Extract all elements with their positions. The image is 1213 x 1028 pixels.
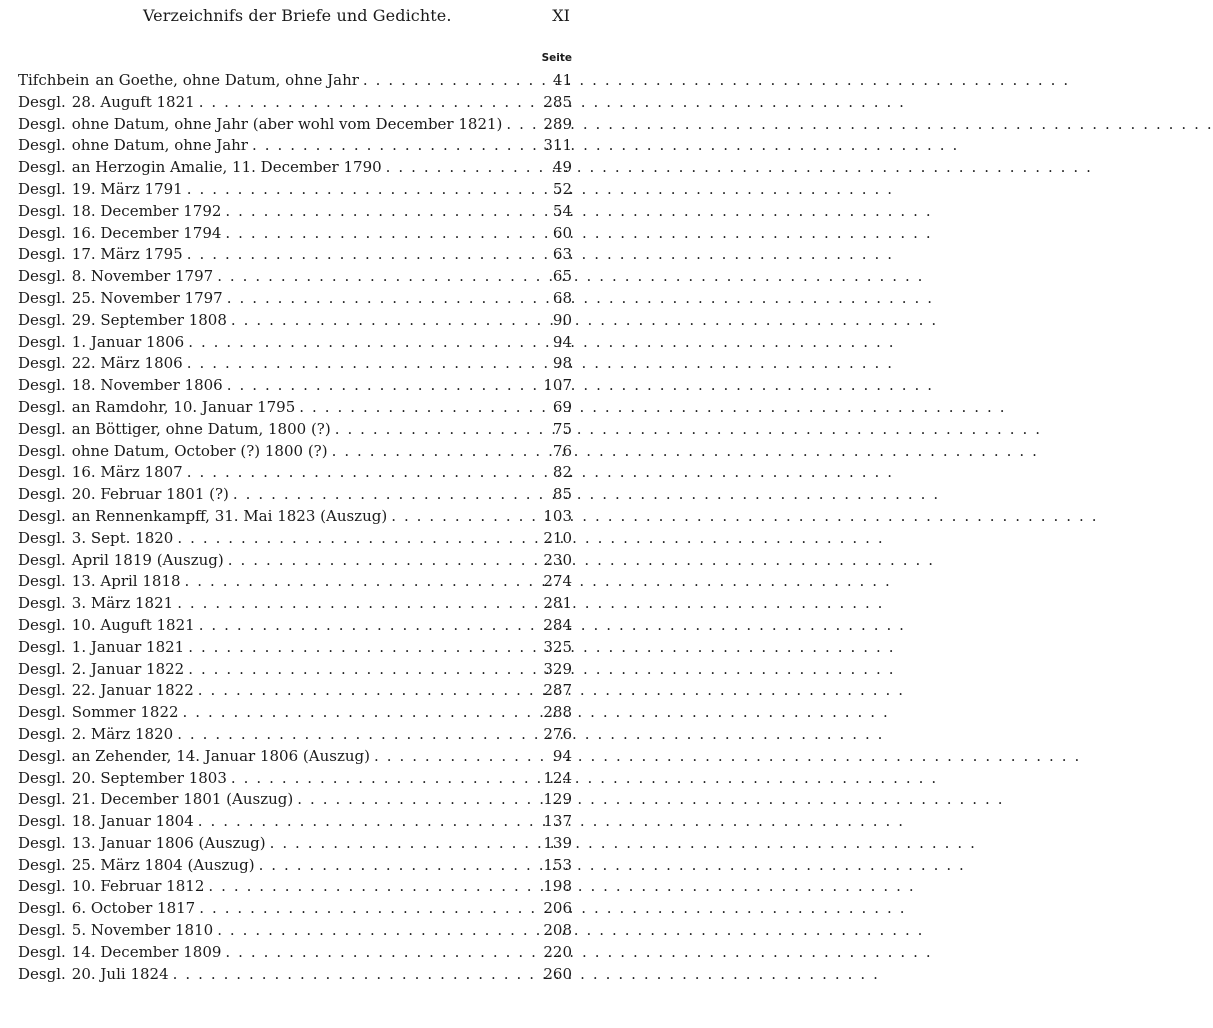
entry-correspondent: Desgl. bbox=[18, 681, 66, 700]
entry-page-number: 284 bbox=[543, 615, 572, 634]
entry-description: 1. Januar 1806 bbox=[71, 332, 185, 351]
index-entry bbox=[18, 419, 572, 441]
entry-correspondent: Desgl. bbox=[18, 855, 66, 874]
entry-page-number: 41 bbox=[552, 71, 572, 89]
dot-leader bbox=[183, 702, 538, 724]
entry-correspondent: Desgl. bbox=[18, 528, 66, 547]
dot-leader bbox=[506, 114, 538, 136]
index-entry bbox=[18, 659, 572, 681]
index-entry bbox=[18, 920, 572, 942]
entry-correspondent: Desgl. bbox=[18, 703, 66, 722]
index-entry bbox=[18, 964, 572, 986]
dot-leader bbox=[177, 724, 538, 746]
page-title: Verzeichnifs der Briefe und Gedichte. bbox=[143, 6, 452, 25]
dot-leader bbox=[217, 920, 538, 942]
entry-description: 25. März 1804 (Auszug) bbox=[71, 855, 255, 874]
entry-page-number: 76 bbox=[552, 441, 572, 460]
entry-description: 18. November 1806 bbox=[71, 376, 223, 395]
dot-leader bbox=[270, 833, 538, 855]
entry-description: an Ramdohr, 10. Januar 1795 bbox=[71, 397, 296, 416]
index-entry bbox=[18, 441, 572, 463]
dot-leader bbox=[227, 375, 538, 397]
entry-description: April 1819 (Auszug) bbox=[71, 550, 224, 569]
index-entry bbox=[18, 746, 572, 768]
index-entry bbox=[18, 593, 572, 615]
index-entry bbox=[18, 811, 572, 833]
entry-description: 17. März 1795 bbox=[71, 245, 183, 264]
entry-correspondent: Desgl. bbox=[18, 790, 66, 809]
entry-description: ohne Datum, October (?) 1800 (?) bbox=[71, 441, 328, 460]
entry-correspondent: Desgl. bbox=[18, 245, 66, 264]
dot-leader bbox=[231, 310, 538, 332]
entry-page-number: 329 bbox=[543, 659, 572, 678]
entry-page-number: 210 bbox=[543, 528, 572, 547]
dot-leader bbox=[187, 353, 538, 375]
entry-description: 6. October 1817 bbox=[71, 899, 196, 918]
dot-leader bbox=[391, 506, 538, 528]
entry-correspondent: Desgl. bbox=[18, 136, 66, 155]
index-entry bbox=[18, 637, 572, 659]
entry-description: ohne Datum, ohne Jahr (aber wohl vom December 1821) bbox=[71, 114, 503, 133]
index-entry bbox=[18, 223, 572, 245]
index-entry bbox=[18, 550, 572, 572]
index-entry bbox=[18, 942, 572, 964]
entry-correspondent: Desgl. bbox=[18, 223, 66, 242]
entry-correspondent: Desgl. bbox=[18, 92, 66, 111]
dot-leader bbox=[225, 942, 538, 964]
entry-correspondent: Desgl. bbox=[18, 594, 66, 613]
index-entry bbox=[18, 898, 572, 920]
dot-leader bbox=[231, 768, 538, 790]
entry-correspondent: Desgl. bbox=[18, 572, 66, 591]
dot-leader bbox=[233, 484, 538, 506]
page-number: XI bbox=[552, 6, 570, 25]
entry-page-number: 325 bbox=[543, 637, 572, 656]
index-entry bbox=[18, 266, 572, 288]
dot-leader bbox=[199, 615, 538, 637]
entry-page-number: 153 bbox=[543, 855, 572, 874]
entry-page-number: 206 bbox=[543, 899, 572, 918]
entry-page-number: 281 bbox=[543, 594, 572, 613]
dot-leader bbox=[363, 70, 538, 92]
entry-page-number: 94 bbox=[552, 746, 572, 765]
entry-correspondent: Desgl. bbox=[18, 397, 66, 416]
entry-correspondent: Desgl. bbox=[18, 746, 66, 765]
entry-description: 20. September 1803 bbox=[71, 768, 227, 787]
index-entry bbox=[18, 70, 572, 92]
entry-description: 2. Januar 1822 bbox=[71, 659, 185, 678]
dot-leader bbox=[225, 223, 538, 245]
entry-page-number: 54 bbox=[552, 201, 572, 220]
entry-page-number: 98 bbox=[552, 354, 572, 373]
dot-leader bbox=[332, 441, 538, 463]
entry-description: 1. Januar 1821 bbox=[71, 637, 185, 656]
entry-page-number: 60 bbox=[552, 223, 572, 242]
entry-page-number: 198 bbox=[543, 877, 572, 896]
entry-correspondent: Desgl. bbox=[18, 310, 66, 329]
entry-description: 10. Februar 1812 bbox=[71, 877, 205, 896]
entry-description: ohne Datum, ohne Jahr bbox=[71, 136, 248, 155]
entry-description: 21. December 1801 (Auszug) bbox=[71, 790, 294, 809]
dot-leader bbox=[259, 855, 538, 877]
entry-correspondent: Desgl. bbox=[18, 964, 66, 983]
entry-description: 10. Auguft 1821 bbox=[71, 615, 195, 634]
entry-page-number: 220 bbox=[543, 942, 572, 961]
entry-correspondent: Desgl. bbox=[18, 332, 66, 351]
entry-correspondent: Desgl. bbox=[18, 942, 66, 961]
dot-leader bbox=[187, 244, 538, 266]
entry-correspondent: Tifchbein bbox=[18, 71, 90, 89]
dot-leader bbox=[252, 135, 538, 157]
dot-leader bbox=[199, 92, 538, 114]
dot-leader bbox=[198, 680, 538, 702]
entry-correspondent: Desgl. bbox=[18, 267, 66, 286]
entry-page-number: 274 bbox=[543, 572, 572, 591]
entry-page-number: 208 bbox=[543, 921, 572, 940]
dot-leader bbox=[217, 266, 538, 288]
entry-description: 16. März 1807 bbox=[71, 463, 183, 482]
entry-description: an Goethe, ohne Datum, ohne Jahr bbox=[95, 71, 359, 89]
dot-leader bbox=[227, 288, 538, 310]
entry-page-number: 139 bbox=[543, 833, 572, 852]
index-entry bbox=[18, 789, 572, 811]
entry-correspondent: Desgl. bbox=[18, 114, 66, 133]
index-entry bbox=[18, 702, 572, 724]
entry-correspondent: Desgl. bbox=[18, 812, 66, 831]
index-entry bbox=[18, 833, 572, 855]
entry-correspondent: Desgl. bbox=[18, 158, 66, 177]
index-entry bbox=[18, 92, 572, 114]
entry-description: an Herzogin Amalie, 11. December 1790 bbox=[71, 158, 382, 177]
entry-correspondent: Desgl. bbox=[18, 724, 66, 743]
entry-correspondent: Desgl. bbox=[18, 485, 66, 504]
entry-description: 13. April 1818 bbox=[71, 572, 181, 591]
entry-description: an Zehender, 14. Januar 1806 (Auszug) bbox=[71, 746, 370, 765]
page-column-label: Seite bbox=[541, 52, 572, 64]
entry-page-number: 288 bbox=[543, 703, 572, 722]
entry-page-number: 260 bbox=[543, 964, 572, 983]
running-header bbox=[18, 6, 570, 32]
dot-leader bbox=[299, 397, 538, 419]
entry-page-number: 90 bbox=[552, 310, 572, 329]
dot-leader bbox=[185, 571, 538, 593]
dot-leader bbox=[188, 659, 538, 681]
entry-page-number: 85 bbox=[552, 485, 572, 504]
index-entry bbox=[18, 332, 572, 354]
entry-correspondent: Desgl. bbox=[18, 637, 66, 656]
entry-description: 14. December 1809 bbox=[71, 942, 222, 961]
entry-description: 19. März 1791 bbox=[71, 179, 183, 198]
index-entry bbox=[18, 157, 572, 179]
entry-correspondent: Desgl. bbox=[18, 179, 66, 198]
index-entry bbox=[18, 528, 572, 550]
entry-page-number: 65 bbox=[552, 267, 572, 286]
entry-description: Sommer 1822 bbox=[71, 703, 179, 722]
entry-description: 29. September 1808 bbox=[71, 310, 227, 329]
entry-page-number: 69 bbox=[552, 397, 572, 416]
dot-leader bbox=[386, 157, 538, 179]
entry-description: 16. December 1794 bbox=[71, 223, 222, 242]
entry-page-number: 49 bbox=[552, 158, 572, 177]
entry-correspondent: Desgl. bbox=[18, 354, 66, 373]
dot-leader bbox=[188, 332, 538, 354]
dot-leader bbox=[225, 201, 538, 223]
entry-correspondent: Desgl. bbox=[18, 463, 66, 482]
index-entry bbox=[18, 484, 572, 506]
dot-leader bbox=[188, 637, 538, 659]
entry-page-number: 124 bbox=[543, 768, 572, 787]
index-entry bbox=[18, 724, 572, 746]
index-entry bbox=[18, 462, 572, 484]
index-entry bbox=[18, 680, 572, 702]
entry-description: 3. Sept. 1820 bbox=[71, 528, 174, 547]
index-entry bbox=[18, 615, 572, 637]
entry-correspondent: Desgl. bbox=[18, 833, 66, 852]
index-entry bbox=[18, 288, 572, 310]
entry-description: 5. November 1810 bbox=[71, 921, 214, 940]
entry-correspondent: Desgl. bbox=[18, 506, 66, 525]
entry-correspondent: Desgl. bbox=[18, 921, 66, 940]
entry-page-number: 75 bbox=[552, 419, 572, 438]
entry-page-number: 82 bbox=[552, 463, 572, 482]
entry-page-number: 285 bbox=[543, 92, 572, 111]
index-entry bbox=[18, 506, 572, 528]
entry-correspondent: Desgl. bbox=[18, 201, 66, 220]
entry-page-number: 94 bbox=[552, 332, 572, 351]
index-entry bbox=[18, 310, 572, 332]
dot-leader bbox=[228, 550, 538, 572]
entry-page-number: 287 bbox=[543, 681, 572, 700]
entry-page-number: 103 bbox=[543, 506, 572, 525]
entry-page-number: 311 bbox=[543, 136, 572, 155]
entry-description: 13. Januar 1806 (Auszug) bbox=[71, 833, 266, 852]
entry-page-number: 137 bbox=[543, 812, 572, 831]
index-entry bbox=[18, 114, 572, 136]
entry-page-number: 129 bbox=[543, 790, 572, 809]
entry-correspondent: Desgl. bbox=[18, 877, 66, 896]
index-entry bbox=[18, 397, 572, 419]
index-entry bbox=[18, 375, 572, 397]
entry-correspondent: Desgl. bbox=[18, 768, 66, 787]
dot-leader bbox=[173, 964, 538, 986]
index-entry bbox=[18, 244, 572, 266]
dot-leader bbox=[187, 462, 538, 484]
letter-index-list bbox=[18, 70, 572, 985]
dot-leader bbox=[199, 898, 538, 920]
entry-correspondent: Desgl. bbox=[18, 550, 66, 569]
entry-correspondent: Desgl. bbox=[18, 899, 66, 918]
entry-description: 22. Januar 1822 bbox=[71, 681, 194, 700]
entry-description: 18. Januar 1804 bbox=[71, 812, 194, 831]
entry-description: 25. November 1797 bbox=[71, 288, 223, 307]
index-entry bbox=[18, 179, 572, 201]
index-entry bbox=[18, 855, 572, 877]
dot-leader bbox=[177, 593, 538, 615]
dot-leader bbox=[177, 528, 538, 550]
index-entry bbox=[18, 876, 572, 898]
entry-description: 8. November 1797 bbox=[71, 267, 214, 286]
entry-correspondent: Desgl. bbox=[18, 659, 66, 678]
index-entry bbox=[18, 201, 572, 223]
entry-description: 28. Auguft 1821 bbox=[71, 92, 195, 111]
index-entry bbox=[18, 768, 572, 790]
entry-description: 18. December 1792 bbox=[71, 201, 222, 220]
entry-page-number: 289 bbox=[543, 114, 572, 133]
entry-correspondent: Desgl. bbox=[18, 288, 66, 307]
dot-leader bbox=[374, 746, 538, 768]
dot-leader bbox=[198, 811, 538, 833]
index-entry bbox=[18, 571, 572, 593]
index-entry bbox=[18, 135, 572, 157]
dot-leader bbox=[335, 419, 538, 441]
entry-description: 22. März 1806 bbox=[71, 354, 183, 373]
entry-description: 3. März 1821 bbox=[71, 594, 174, 613]
entry-page-number: 107 bbox=[543, 376, 572, 395]
entry-correspondent: Desgl. bbox=[18, 441, 66, 460]
entry-page-number: 230 bbox=[543, 550, 572, 569]
entry-description: an Rennenkampff, 31. Mai 1823 (Auszug) bbox=[71, 506, 388, 525]
entry-description: 2. März 1820 bbox=[71, 724, 174, 743]
entry-description: 20. Juli 1824 bbox=[71, 964, 169, 983]
entry-description: 20. Februar 1801 (?) bbox=[71, 485, 229, 504]
entry-page-number: 68 bbox=[552, 288, 572, 307]
entry-description: an Böttiger, ohne Datum, 1800 (?) bbox=[71, 419, 331, 438]
dot-leader bbox=[208, 876, 538, 898]
entry-correspondent: Desgl. bbox=[18, 376, 66, 395]
index-entry bbox=[18, 353, 572, 375]
entry-page-number: 63 bbox=[552, 245, 572, 264]
dot-leader bbox=[297, 789, 538, 811]
entry-page-number: 52 bbox=[552, 179, 572, 198]
dot-leader bbox=[187, 179, 538, 201]
entry-page-number: 276 bbox=[543, 724, 572, 743]
entry-correspondent: Desgl. bbox=[18, 615, 66, 634]
entry-correspondent: Desgl. bbox=[18, 419, 66, 438]
